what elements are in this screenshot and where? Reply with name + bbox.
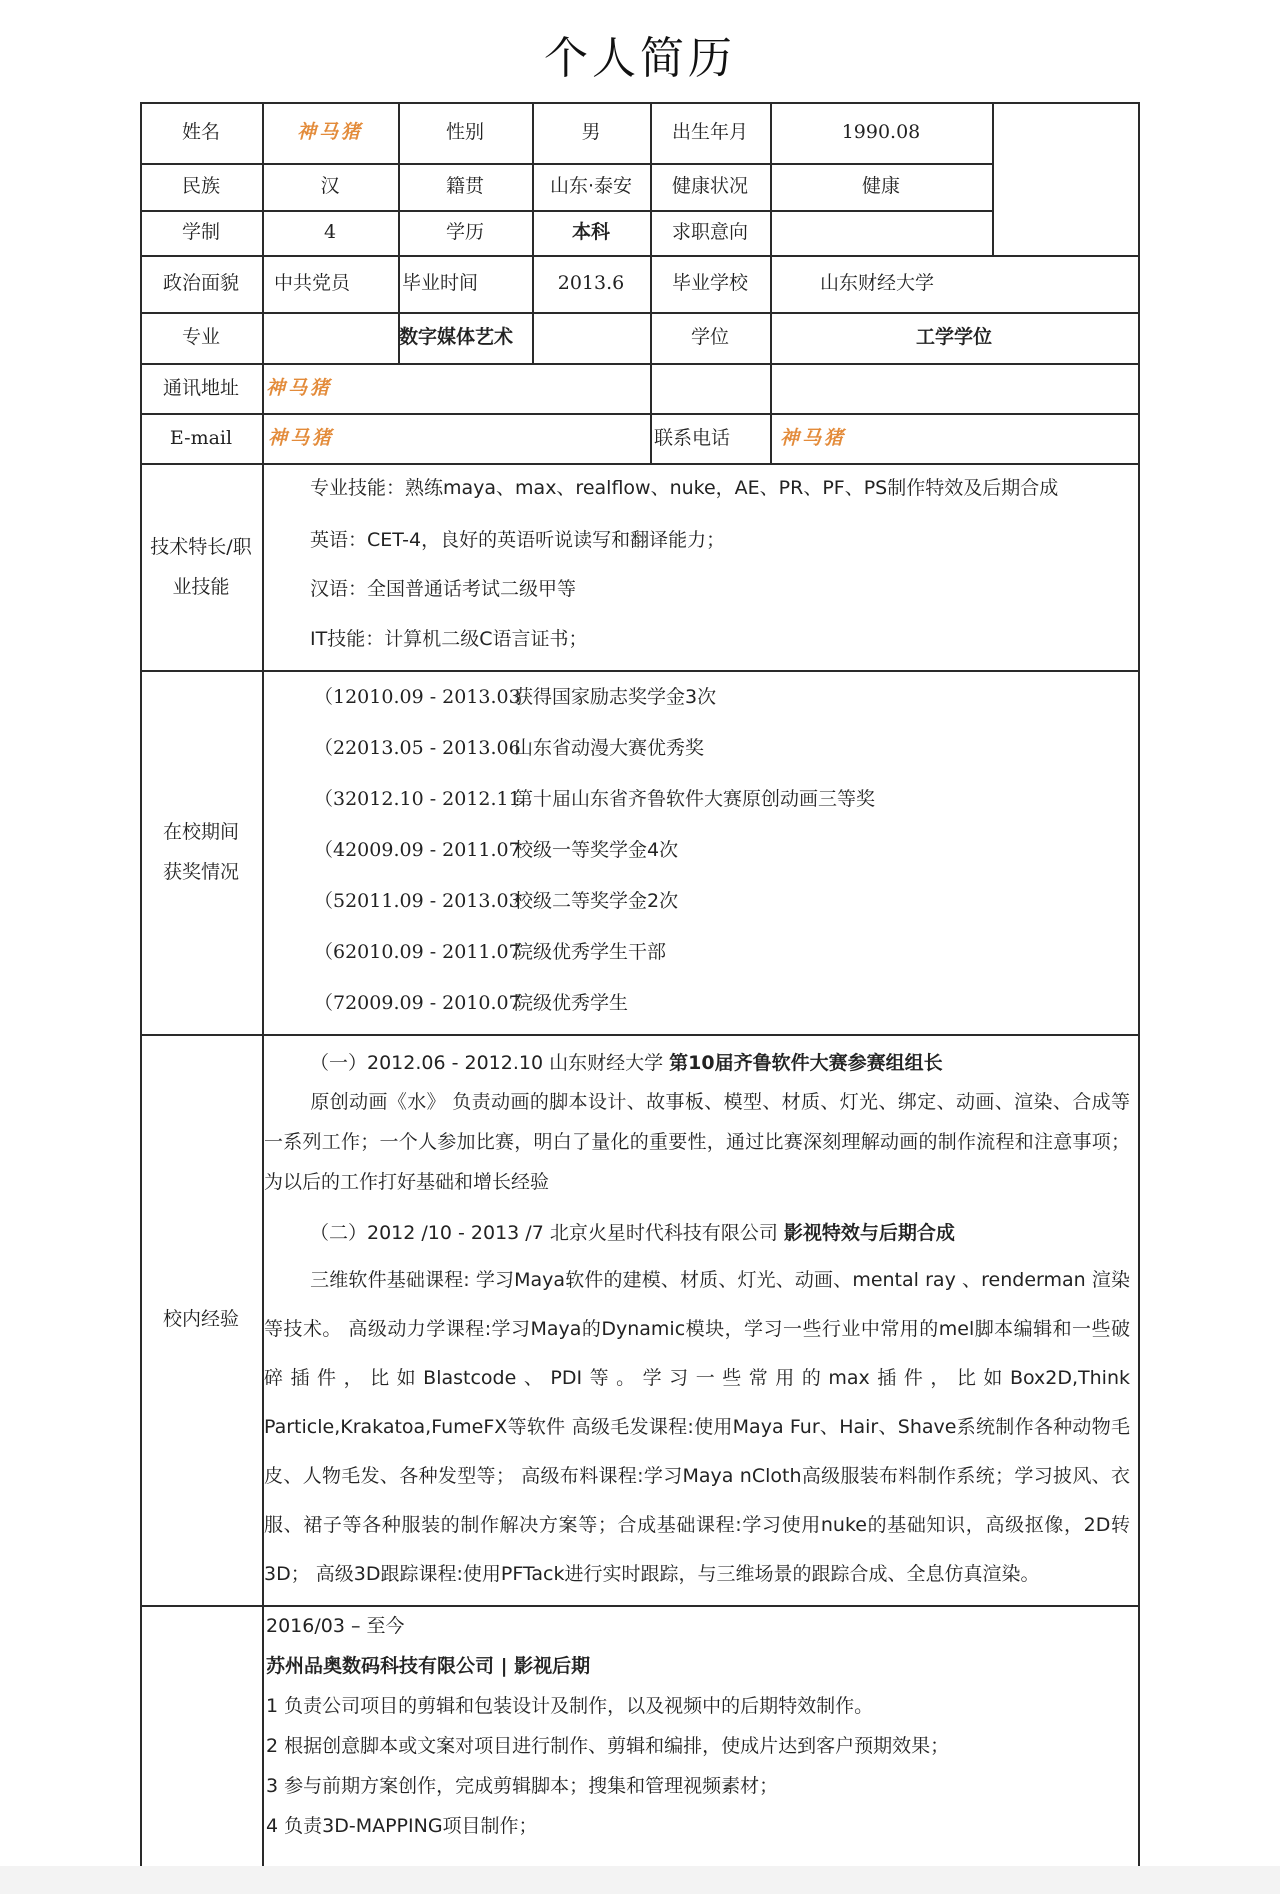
degree-value: 本科 (571, 221, 610, 244)
skills-label-line: 技术特长/职 (150, 535, 252, 558)
page-bottom-edge (0, 1866, 1280, 1894)
table-border-line (1138, 102, 1140, 1868)
work-duty: 2 根据创意脚本或文案对项目进行制作、剪辑和编排，使成片达到客户预期效果； (266, 1735, 950, 1757)
school-value: 山东财经大学 (820, 272, 935, 295)
awards-label (140, 670, 262, 1034)
work-period: 2016/03 – 至今 (266, 1615, 405, 1637)
award-period: （72009.09 - 2010.07 (314, 992, 521, 1014)
award-period: （42009.09 - 2011.07 (314, 839, 521, 861)
work-duty: 1 负责公司项目的剪辑和包装设计及制作，以及视频中的后期特效制作。 (266, 1695, 874, 1717)
campus-exp-desc-text: 三维软件基础课程: 学习Maya软件的建模、材质、灯光、动画、mental ray 、renderman 渲染等技术。 高级动力学课程:学习Maya的Dynamic模块，学习一些行业中常用的mel脚本编辑和一些破碎插件，比如Blastcode、PDI等。学习一些常用的max插件，比如Box2D,Think Particle,Krakatoa,FumeFX等软件 高级毛发课程:使用Maya Fur、Hair、Shave系统制作各种动物毛皮、人物毛发、各种发型等； 高级布料课程:学习Maya nCloth高级服装布料制作系统；学习披风、衣服、裙子等各种服装的制作解决方案等；合成基础课程:学习使用nuke的基础知识，高级抠像，2D转3D； 高级3D跟踪课程:使用PFTack进行实时跟踪，与三维场景的跟踪合成、全息仿真渲染。 (264, 1269, 1130, 1585)
email-label: E-mail (169, 426, 233, 449)
intent-label: 求职意向 (671, 221, 748, 244)
gender-value: 男 (581, 121, 601, 144)
campus-exp-period: （一）2012.06 - 2012.10 山东财经大学 (310, 1052, 670, 1074)
award-text: 院级优秀学生 (514, 992, 629, 1014)
award-text: 第十届山东省齐鲁软件大赛原创动画三等奖 (514, 788, 876, 810)
major-value: 数字媒体艺术 (398, 326, 513, 349)
skill-item: IT技能：计算机二级C语言证书； (310, 628, 588, 650)
table-border-line (992, 102, 994, 257)
award-text: 山东省动漫大赛优秀奖 (514, 737, 705, 759)
campus-exp-desc-text: 原创动画《水》 负责动画的脚本设计、故事板、模型、材质、灯光、绑定、动画、渲染、合成等一系列工作；一个人参加比赛，明白了量化的重要性，通过比赛深刻理解动画的制作流程和注意事项；为以后的工作打好基础和增长经验 (264, 1091, 1130, 1193)
award-period: （12010.09 - 2013.03 (314, 686, 521, 708)
gender-label: 性别 (445, 121, 484, 144)
health-value: 健康 (861, 175, 900, 198)
campus-label: 校内经验 (162, 1308, 239, 1331)
schooling-value: 4 (323, 221, 337, 244)
school-label: 毕业学校 (671, 272, 748, 295)
award-period: （62010.09 - 2011.07 (314, 941, 521, 963)
skills-content (264, 463, 1138, 670)
award-text: 获得国家励志奖学金3次 (514, 686, 717, 708)
work-content (264, 1605, 1138, 1868)
award-text: 院级优秀学生干部 (514, 941, 667, 963)
awards-label-line: 在校期间 (162, 821, 239, 843)
work-label (140, 1605, 262, 1868)
address-label: 通讯地址 (162, 376, 239, 399)
origin-value: 山东·泰安 (549, 175, 633, 198)
campus-exp-heading (310, 1218, 955, 1245)
campus-exp-role: 影视特效与后期合成 (783, 1222, 955, 1244)
skill-item: 英语：CET-4，良好的英语听说读写和翻译能力； (310, 529, 726, 551)
birth-label: 出生年月 (671, 121, 748, 144)
name-value: 神马猪 (296, 121, 363, 144)
skills-label-line: 业技能 (172, 575, 230, 598)
health-label: 健康状况 (671, 175, 748, 198)
campus-exp-period: （二）2012 /10 - 2013 /7 北京火星时代科技有限公司 (310, 1222, 784, 1244)
academic-label: 学位 (690, 326, 729, 349)
page-title: 个人简历 (544, 33, 736, 84)
award-period: （22013.05 - 2013.06 (314, 737, 521, 759)
origin-label: 籍贯 (445, 175, 484, 198)
name-label: 姓名 (181, 121, 220, 144)
campus-exp-role: 第10届齐鲁软件大赛参赛组组长 (669, 1052, 943, 1074)
skill-item: 专业技能：熟练maya、max、realflow、nuke，AE、PR、PF、PS制作特效及后期合成 (310, 477, 1059, 499)
awards-content (264, 670, 1138, 1034)
award-text: 校级一等奖学金4次 (514, 839, 679, 861)
ethnic-label: 民族 (181, 175, 220, 198)
phone-value: 神马猪 (780, 426, 847, 449)
award-period: （32012.10 - 2012.11 (314, 788, 521, 810)
work-company: 苏州品奥数码科技有限公司 | 影视后期 (266, 1655, 591, 1677)
birth-value: 1990.08 (841, 121, 921, 144)
politics-value: 中共党员 (274, 272, 351, 295)
gradtime-label: 毕业时间 (402, 272, 479, 295)
award-period: （52011.09 - 2013.03 (314, 890, 521, 912)
campus-exp-heading (310, 1048, 943, 1075)
degree-label: 学历 (445, 221, 484, 244)
email-value: 神马猪 (268, 426, 335, 449)
award-text: 校级二等奖学金2次 (514, 890, 679, 912)
address-value: 神马猪 (266, 376, 333, 399)
awards-label-line: 获奖情况 (162, 861, 239, 883)
work-duty: 3 参与前期方案创作，完成剪辑脚本；搜集和管理视频素材； (266, 1775, 779, 1797)
campus-exp-desc (264, 1256, 1130, 1596)
ethnic-value: 汉 (320, 175, 340, 198)
gradtime-value: 2013.6 (557, 272, 625, 295)
work-duty: 4 负责3D-MAPPING项目制作； (266, 1815, 538, 1837)
phone-label: 联系电话 (654, 426, 731, 449)
schooling-label: 学制 (181, 221, 220, 244)
resume-table (140, 102, 1140, 1868)
politics-label: 政治面貌 (162, 272, 239, 295)
campus-content (264, 1034, 1138, 1605)
campus-exp-desc (264, 1082, 1130, 1202)
intent-value (770, 210, 992, 255)
academic-value: 工学学位 (915, 326, 992, 349)
skill-item: 汉语：全国普通话考试二级甲等 (310, 578, 577, 600)
major-label: 专业 (181, 326, 220, 349)
skills-label (140, 463, 262, 670)
